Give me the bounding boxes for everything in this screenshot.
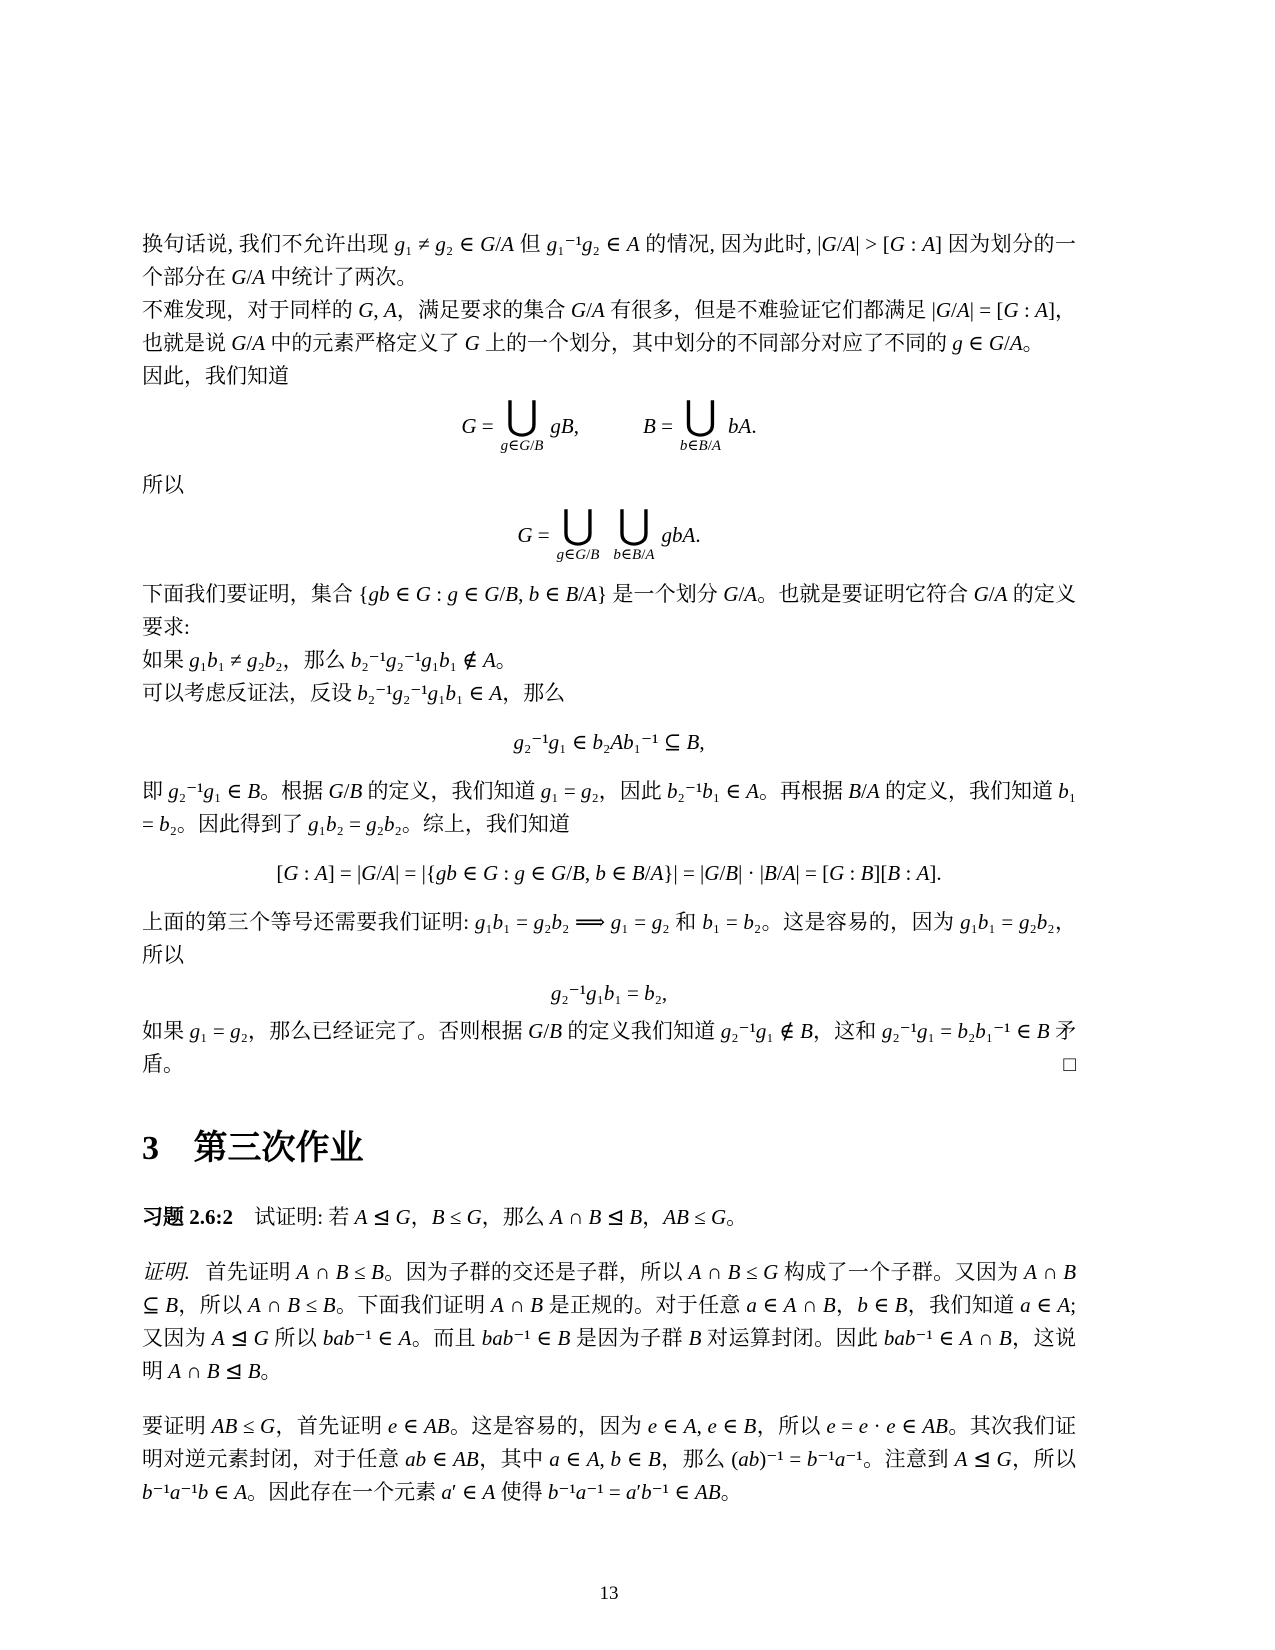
exercise-heading [142, 1201, 1076, 1234]
equation-term: gB, [550, 413, 579, 438]
proof-paragraph-2 [142, 1410, 1076, 1509]
union-limit: b∈B/A [613, 547, 655, 563]
equation-term: g₂⁻¹g₁b₁ = b₂, [550, 981, 668, 1005]
section-heading [142, 1127, 1076, 1171]
equation-simplify [142, 977, 1076, 1010]
equation-term: B = [643, 413, 673, 438]
paragraph-third-equality: 上面的第三个等号还需要我们证明: g₁b₁ = g₂b₂ ⟹ g₁ = g₂ 和 b₁ = b₂。这是容易的，因为 g₁b₁ = g₂b₂，所以 [142, 910, 1077, 967]
proof-text-2: 要证明 AB ≤ G，首先证明 e ∈ AB。这是容易的，因为 e ∈ A, e ∈ B，所以 e = e · e ∈ AB。其次我们证明对逆元素封闭，对于任意 ab ∈ AB，其中 a ∈ A, b ∈ B，那么 (ab)⁻¹ = b⁻¹a⁻¹。注意到 A ⊴ G，所以 b⁻¹a⁻¹b ∈ A。因此存在一个元素 a′ ∈ A 使得 b⁻¹a⁻¹ = a′b⁻¹ ∈ AB。 [142, 1414, 1077, 1504]
condition-statement: 如果 g₁b₁ ≠ g₂b₂，那么 b₂⁻¹g₂⁻¹g₁b₁ ∉ A。 [142, 648, 517, 672]
paragraph-partition-uniqueness: 不难发现，对于同样的 G, A，满足要求的集合 G/A 有很多，但是不难验证它们都满足 |G/A| = [G : A]，也就是说 G/A 中的元素严格定义了 G 上的一个划分，其中划分的不同部分对应了不同的 g ∈ G/A。 [142, 298, 1077, 355]
equation-term: bA. [728, 413, 757, 438]
qed-symbol: □ [1063, 1052, 1076, 1076]
big-union-operator [613, 502, 655, 564]
section-title: 第三次作业 [193, 1130, 364, 1167]
union-symbol-icon: ⋃ [684, 393, 717, 439]
equation-index-chain [142, 857, 1076, 890]
union-symbol-icon: ⋃ [617, 502, 651, 548]
paragraph-claim-partition: 下面我们要证明，集合 {gb ∈ G : g ∈ G/B, b ∈ B/A} 是一个划分 G/A。也就是要证明它符合 G/A 的定义要求: [142, 582, 1077, 639]
union-limit: b∈B/A [679, 438, 722, 454]
union-symbol-icon: ⋃ [561, 502, 595, 548]
page-content [142, 228, 1076, 1509]
paragraph-conclusion [142, 1015, 1076, 1081]
equation-term: g₂⁻¹g₁ ∈ b₂Ab₁⁻¹ ⊆ B, [513, 730, 705, 754]
equation-union-pair [142, 393, 1076, 455]
big-union-operator [556, 502, 600, 564]
union-symbol-icon: ⋃ [505, 393, 539, 439]
equation-term: G = [517, 522, 550, 547]
exercise-statement: 试证明: 若 A ⊴ G，B ≤ G，那么 A ∩ B ⊴ B，AB ≤ G。 [254, 1205, 748, 1229]
exercise-label: 习题 2.6:2 [142, 1205, 233, 1229]
paragraph-deduction: 即 g₂⁻¹g₁ ∈ B。根据 G/B 的定义，我们知道 g₁ = g₂，因此 b₂⁻¹b₁ ∈ A。再根据 B/A 的定义，我们知道 b₁ = b₂。因此得到了 g₁b₂ = g₂b₂。综上，我们知道 [142, 779, 1077, 836]
equation-term: G = [461, 413, 494, 438]
page-number: 13 [599, 1583, 619, 1604]
conclusion-text: 如果 g₁ = g₂，那么已经证完了。否则根据 G/B 的定义我们知道 g₂⁻¹g₁ ∉ B，这和 g₂⁻¹g₁ = b₂b₁⁻¹ ∈ B 矛盾。 [142, 1019, 1077, 1076]
big-union-operator [500, 393, 544, 455]
equation-double-union [142, 502, 1076, 564]
paragraph-partition-remark: 换句话说, 我们不允许出现 g₁ ≠ g₂ ∈ G/A 但 g₁⁻¹g₂ ∈ A 的情况, 因为此时, |G/A| > [G : A] 因为划分的一个部分在 G/A 中统计了两次。 [142, 232, 1076, 289]
union-limit: g∈G/B [500, 438, 544, 454]
equation-term: gbA. [661, 522, 701, 547]
proof-paragraph-1 [142, 1256, 1076, 1388]
paragraph-therefore-intro: 因此，我们知道 [142, 364, 289, 388]
proof-label: 证明. [142, 1260, 190, 1284]
equation-subset [142, 726, 1076, 759]
section-number: 3 [142, 1130, 159, 1167]
big-union-operator [679, 393, 722, 455]
union-limit: g∈G/B [556, 547, 600, 563]
proof-text-1: 首先证明 A ∩ B ≤ B。因为子群的交还是子群，所以 A ∩ B ≤ G 构成了一个子群。又因为 A ∩ B ⊆ B，所以 A ∩ B ≤ B。下面我们证明 A ∩ B 是正规的。对于任意 a ∈ A ∩ B，b ∈ B，我们知道 a ∈ A; 又因为 A ⊴ G 所以 bab⁻¹ ∈ A。而且 bab⁻¹ ∈ B 是因为子群 B 对运算封闭。因此 bab⁻¹ ∈ A ∩ B，这说明 A ∩ B ⊴ B。 [142, 1260, 1077, 1383]
equation-term: [G : A] = |G/A| = |{gb ∈ G : g ∈ G/B, b ∈ B/A}| = |G/B| · |B/A| = [G : B][B : A]. [276, 861, 942, 885]
paragraph-so: 所以 [142, 473, 184, 497]
paragraph-contradiction-setup: 可以考虑反证法，反设 b₂⁻¹g₂⁻¹g₁b₁ ∈ A，那么 [142, 681, 566, 705]
